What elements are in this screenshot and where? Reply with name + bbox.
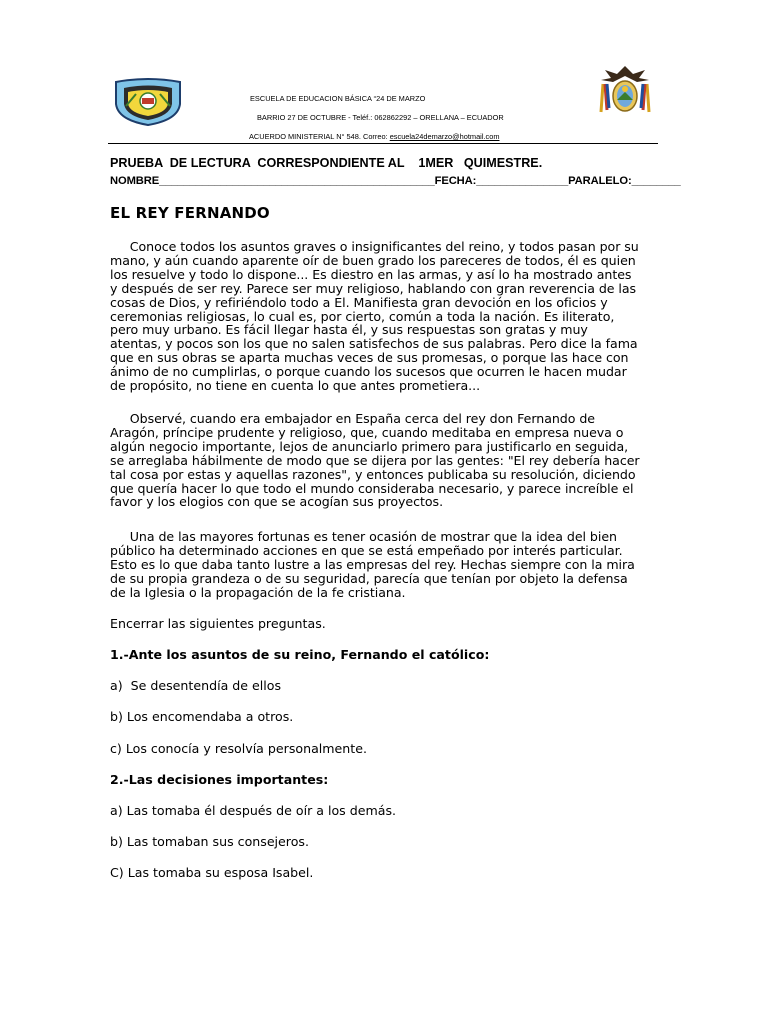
instruction: Encerrar las siguientes preguntas. bbox=[110, 616, 326, 631]
school-name: ESCUELA DE EDUCACION BÁSICA “24 DE MARZO bbox=[250, 94, 426, 103]
paragraph-2: Observé, cuando era embajador en España cerca del rey don Fernando de Aragón, príncipe prudente y religioso, que, cuando meditaba en empresa nueva o algún negocio importante, lejos de anunciarlo primero para justificarlo en seguida, se arreglaba hábilmente de modo que se dijera por las gentes: "El rey debería hacer tal cosa por estas y aquellas razones", y entonces publicaba su resolución, diciendo que quería hacer lo que todo el mundo consideraba necesario, y parece increíble el favor y los elogios con que se acogían sus proyectos. bbox=[110, 411, 640, 510]
school-address: BARRIO 27 DE OCTUBRE - Teléf.: 062862292 – ORELLANA – ECUADOR bbox=[257, 113, 504, 122]
email-link[interactable]: escuela24demarzo@hotmail.com bbox=[389, 132, 500, 141]
question-1: 1.-Ante los asuntos de su reino, Fernando el católico: bbox=[110, 647, 490, 662]
question-2-option-b: b) Las tomaban sus consejeros. bbox=[110, 834, 309, 849]
school-logo bbox=[112, 78, 184, 126]
paragraph-1: Conoce todos los asuntos graves o insignificantes del reino, y todos pasan por su mano, y aún cuando aparente oír de buen grado los pareceres de todos, él es quien los resuelve y todo lo dispone... Es diestro en las armas, y así lo ha mostrado antes y después de ser rey. Parece ser muy religioso, hablando con gran reverencia de las cosas de Dios, y refiriéndolo todo a El. Manifiesta gran devoción en los oficios y ceremonias religiosas, lo cual es, por cierto, común a toda la nación. Es iliterato, pero muy urbano. Es fácil llegar hasta él, y sus respuestas son gratas y muy atentas, y pocos son los que no salen satisfechos de sus palabras. Pero dice la fama que en sus obras se aparta muchas veces de sus promesas, o porque las hace con ánimo de no cumplirlas, o porque cuando los sucesos que ocurren le hacen mudar de propósito, no tiene en cuenta lo que antes prometiera... bbox=[110, 239, 639, 394]
question-1-option-b: b) Los encomendaba a otros. bbox=[110, 709, 294, 724]
question-2: 2.-Las decisiones importantes: bbox=[110, 772, 329, 787]
question-1-option-a: a) Se desentendía de ellos bbox=[110, 678, 282, 693]
student-info-line: NOMBRE_____________________________________________FECHA:_______________PARALELO:________ bbox=[110, 175, 681, 187]
paragraph-3: Una de las mayores fortunas es tener ocasión de mostrar que la idea del bien público ha determinado acciones en que se está empeñado por interés particular. Esto es lo que daba tanto lustre a las empresas del rey. Hechas siempre con la mira de su propia grandeza o de su seguridad, parecía que tenían por objeto la defensa de la Iglesia o la propagación de la fe cristiana. bbox=[110, 529, 635, 600]
question-2-option-a: a) Las tomaba él después de oír a los demás. bbox=[110, 803, 397, 818]
story-title: EL REY FERNANDO bbox=[110, 204, 270, 222]
question-1-option-c: c) Los conocía y resolvía personalmente. bbox=[110, 741, 367, 756]
school-agreement bbox=[249, 132, 499, 141]
agreement-text: ACUERDO MINISTERIAL N° 548. Correo: bbox=[249, 132, 390, 141]
coat-of-arms bbox=[597, 62, 653, 116]
header-divider bbox=[108, 143, 658, 144]
test-title: PRUEBA DE LECTURA CORRESPONDIENTE AL 1MER QUIMESTRE. bbox=[110, 156, 543, 170]
question-2-option-c: C) Las tomaba su esposa Isabel. bbox=[110, 865, 314, 880]
